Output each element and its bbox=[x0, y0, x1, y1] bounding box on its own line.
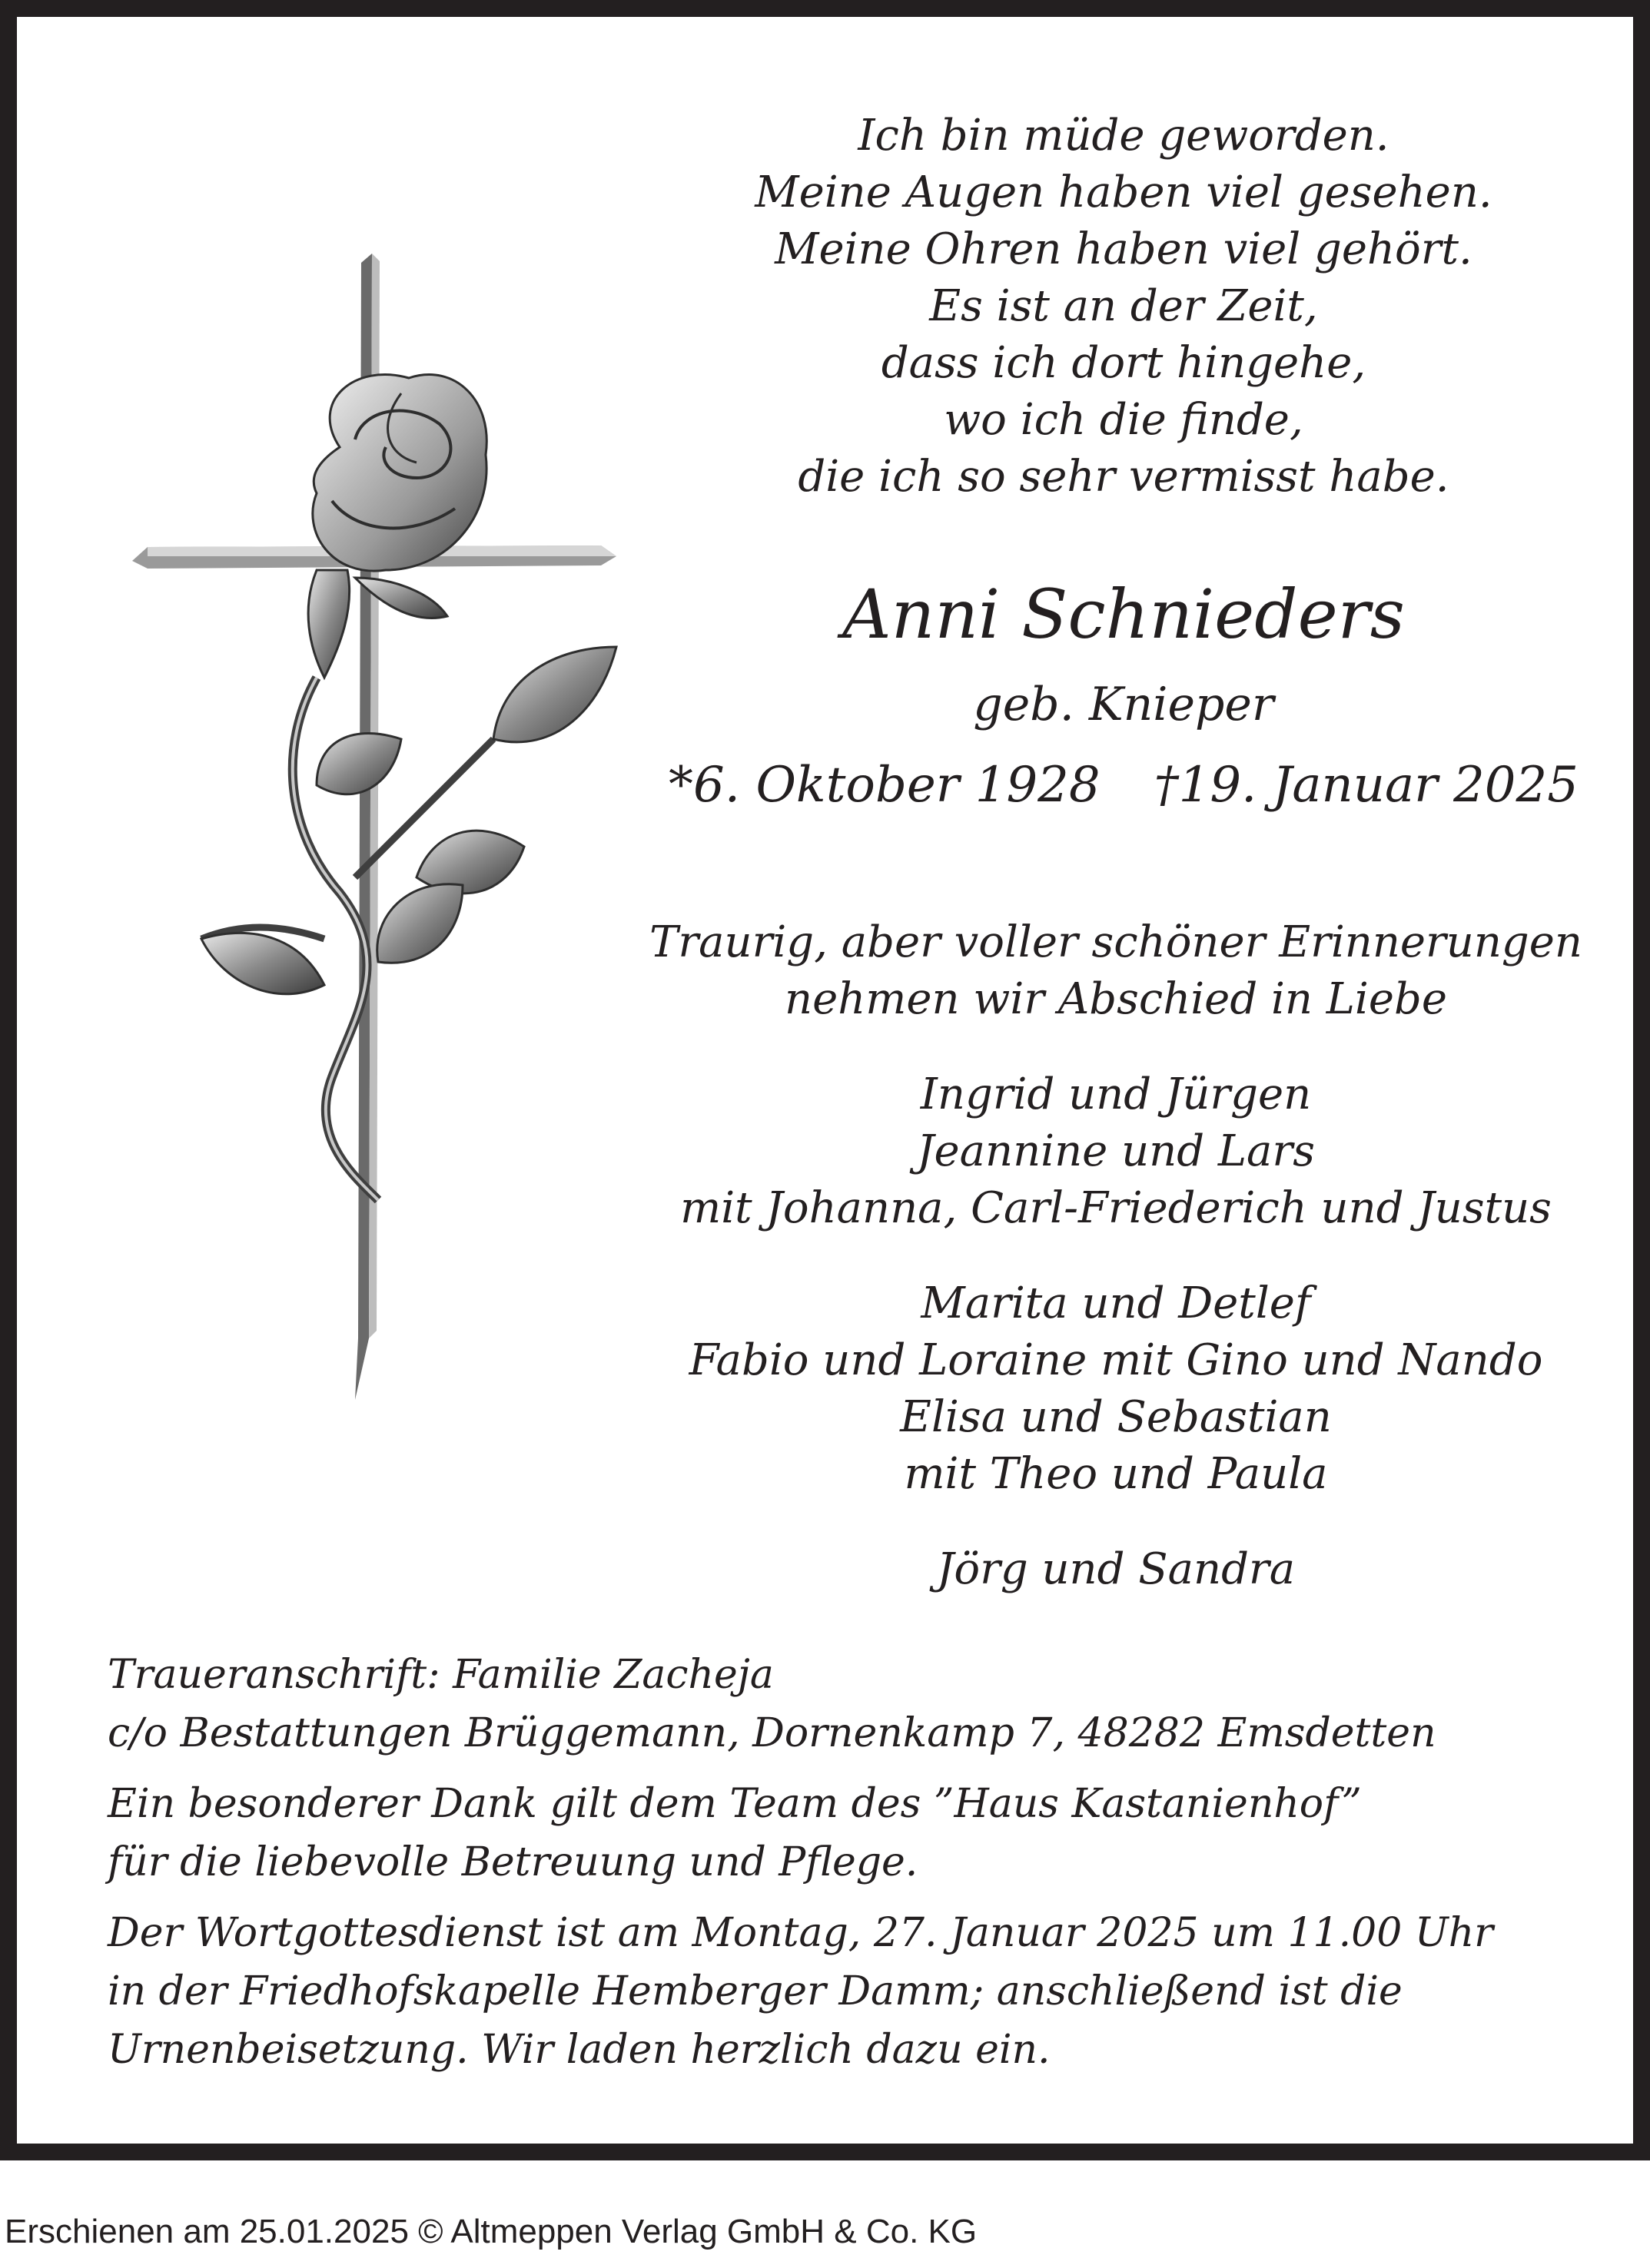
family-group bbox=[616, 1541, 1615, 1598]
detail-line: Ein besonderer Dank gilt dem Team des ”Haus Kastanienhof” bbox=[108, 1781, 1362, 1827]
poem-line: Meine Ohren haben viel gehört. bbox=[775, 224, 1472, 274]
poem-line: Ich bin müde geworden. bbox=[858, 111, 1389, 161]
birth-date: *6. Oktober 1928 bbox=[669, 757, 1101, 814]
family-line: Marita und Detlef bbox=[921, 1278, 1311, 1328]
detail-line: Der Wortgottesdienst ist am Montag, 27. Januar 2025 um 11.00 Uhr bbox=[108, 1910, 1494, 1956]
family-line: mit Theo und Paula bbox=[904, 1449, 1328, 1499]
poem-line: dass ich dort hingehe, bbox=[881, 338, 1366, 388]
death-date: †19. Januar 2025 bbox=[1154, 757, 1579, 814]
detail-line: Urnenbeisetzung. Wir laden herzlich dazu ein. bbox=[108, 2027, 1051, 2073]
family-line: Traurig, aber voller schöner Erinnerungen bbox=[649, 917, 1582, 967]
detail-line: c/o Bestattungen Brüggemann, Dornenkamp 7, 48282 Emsdetten bbox=[108, 1710, 1436, 1756]
details-section bbox=[108, 1646, 1606, 2091]
family-line: Jörg und Sandra bbox=[936, 1544, 1296, 1594]
poem-line: wo ich die finde, bbox=[944, 395, 1303, 445]
poem-line: Es ist an der Zeit, bbox=[929, 281, 1318, 331]
family-line: Elisa und Sebastian bbox=[900, 1392, 1332, 1442]
family-line: Ingrid und Jürgen bbox=[920, 1069, 1312, 1119]
family-section bbox=[616, 914, 1615, 1636]
thanks-note bbox=[108, 1775, 1606, 1892]
poem-line: die ich so sehr vermisst habe. bbox=[798, 452, 1449, 502]
family-line: nehmen wir Abschied in Liebe bbox=[785, 974, 1447, 1024]
family-line: Jeannine und Lars bbox=[917, 1126, 1315, 1176]
life-dates bbox=[655, 751, 1592, 820]
detail-line: in der Friedhofskapelle Hemberger Damm; anschließend ist die bbox=[108, 1968, 1403, 2014]
publication-footer: Erschienen am 25.01.2025 © Altmeppen Verlag GmbH & Co. KG bbox=[5, 2213, 978, 2250]
detail-line: Traueranschrift: Familie Zacheja bbox=[108, 1652, 774, 1698]
family-group bbox=[616, 1066, 1615, 1237]
family-line: mit Johanna, Carl-Friederich und Justus bbox=[680, 1183, 1552, 1233]
deceased-name: Anni Schnieders bbox=[842, 575, 1405, 654]
birth-name: geb. Knieper bbox=[973, 678, 1274, 731]
service-info bbox=[108, 1904, 1606, 2079]
poem-line: Meine Augen haben viel gesehen. bbox=[755, 167, 1492, 217]
farewell-message bbox=[616, 914, 1615, 1028]
poem bbox=[655, 108, 1592, 506]
mourning-address bbox=[108, 1646, 1606, 1762]
cross-with-rose-icon bbox=[124, 247, 632, 1415]
detail-line: für die liebevolle Betreuung und Pflege. bbox=[108, 1839, 918, 1885]
family-group bbox=[616, 1275, 1615, 1503]
family-line: Fabio und Loraine mit Gino und Nando bbox=[689, 1335, 1543, 1385]
